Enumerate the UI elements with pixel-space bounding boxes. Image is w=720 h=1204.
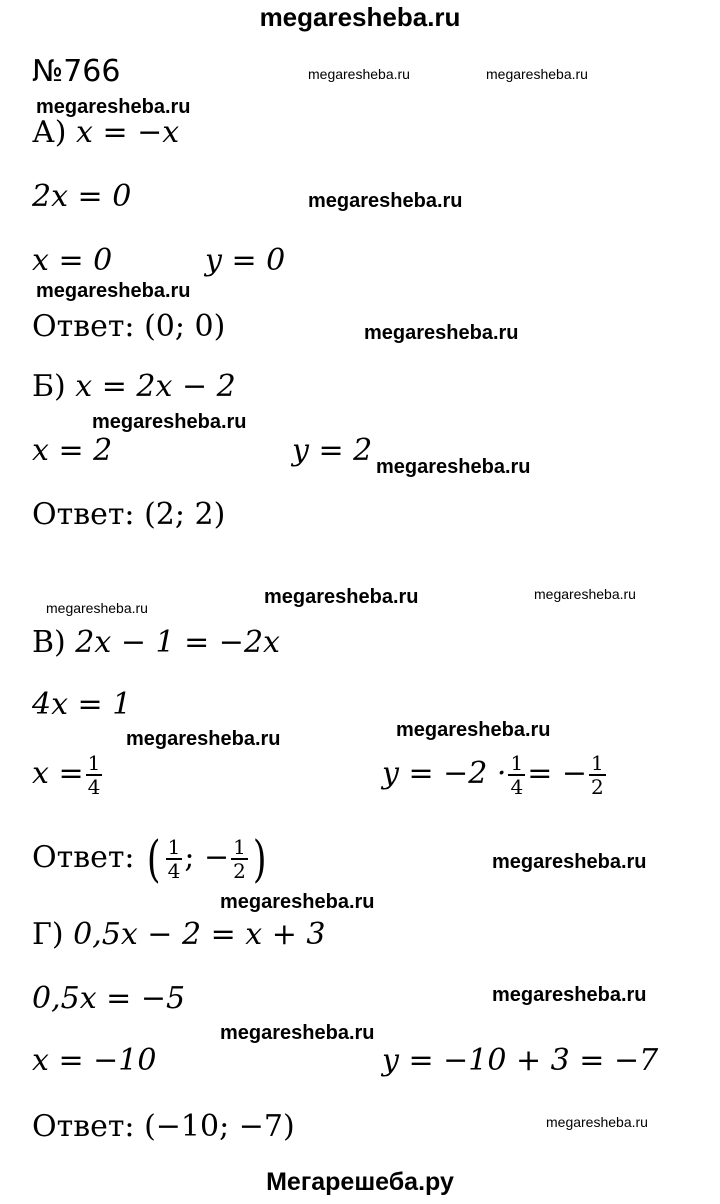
fraction: $\frac{1}{2}$: [233, 835, 246, 883]
fraction: $\frac{1}{4}$: [87, 751, 101, 799]
fraction: $\frac{1}{2}$: [591, 751, 604, 799]
fraction: $\frac{1}{4}$: [167, 835, 181, 883]
watermark: megaresheba.ru: [264, 586, 419, 608]
part-v-answer: Ответ: ( $\frac{1}{4}$ ; − $\frac{1}{2}$ ): [32, 830, 267, 888]
watermark: megaresheba.ru: [220, 891, 375, 913]
part-a-label: А): [32, 115, 67, 150]
part-g-x: x = −10: [32, 1043, 157, 1078]
part-b-y: y = 2: [292, 433, 373, 468]
watermark: megaresheba.ru: [220, 1022, 375, 1044]
watermark: megaresheba.ru: [308, 190, 463, 212]
part-a-answer: Ответ: (0; 0): [32, 309, 226, 344]
part-v-step1: 4x = 1: [32, 687, 132, 722]
watermark: megaresheba.ru: [492, 984, 647, 1006]
part-g-step1: 0,5x = −5: [32, 981, 186, 1016]
part-g-y: y = −10 + 3 = −7: [382, 1043, 659, 1078]
watermark: megaresheba.ru: [376, 456, 531, 478]
watermark: megaresheba.ru: [46, 600, 148, 616]
part-g-equation: Г) 0,5x − 2 = x + 3: [32, 917, 326, 952]
part-a-y: y = 0: [205, 243, 286, 278]
answer-label: Ответ:: [32, 309, 135, 344]
watermark: megaresheba.ru: [92, 411, 247, 433]
part-a-eq: x = −x: [75, 115, 180, 150]
site-footer: Мегарешеба.ру: [266, 1168, 454, 1196]
part-a-x: x = 0: [32, 243, 113, 278]
watermark: megaresheba.ru: [492, 851, 647, 873]
part-b-x: x = 2: [32, 433, 113, 468]
watermark: megaresheba.ru: [486, 66, 588, 82]
watermark: megaresheba.ru: [364, 322, 519, 344]
watermark: megaresheba.ru: [396, 719, 551, 741]
site-header: megaresheba.ru: [259, 2, 461, 32]
problem-number: №766: [32, 54, 121, 89]
part-a-equation: [32, 116, 179, 150]
watermark: megaresheba.ru: [36, 96, 191, 118]
part-b-answer: Ответ: (2; 2): [32, 497, 226, 532]
watermark: megaresheba.ru: [126, 728, 281, 750]
part-v-y: y = −2 · $\frac{1}{4}$ = − $\frac{1}{2}$: [382, 751, 604, 799]
watermark: megaresheba.ru: [308, 66, 410, 82]
part-b-equation: Б) x = 2x − 2: [32, 369, 236, 404]
part-g-answer: Ответ: (−10; −7): [32, 1109, 295, 1144]
part-v-equation: В) 2x − 1 = −2x: [32, 625, 280, 660]
part-a-step1: 2x = 0: [32, 179, 132, 214]
watermark: megaresheba.ru: [546, 1114, 648, 1130]
part-v-x: x = $\frac{1}{4}$: [32, 751, 101, 799]
watermark: megaresheba.ru: [36, 280, 191, 302]
fraction: $\frac{1}{4}$: [510, 751, 524, 799]
watermark: megaresheba.ru: [534, 586, 636, 602]
